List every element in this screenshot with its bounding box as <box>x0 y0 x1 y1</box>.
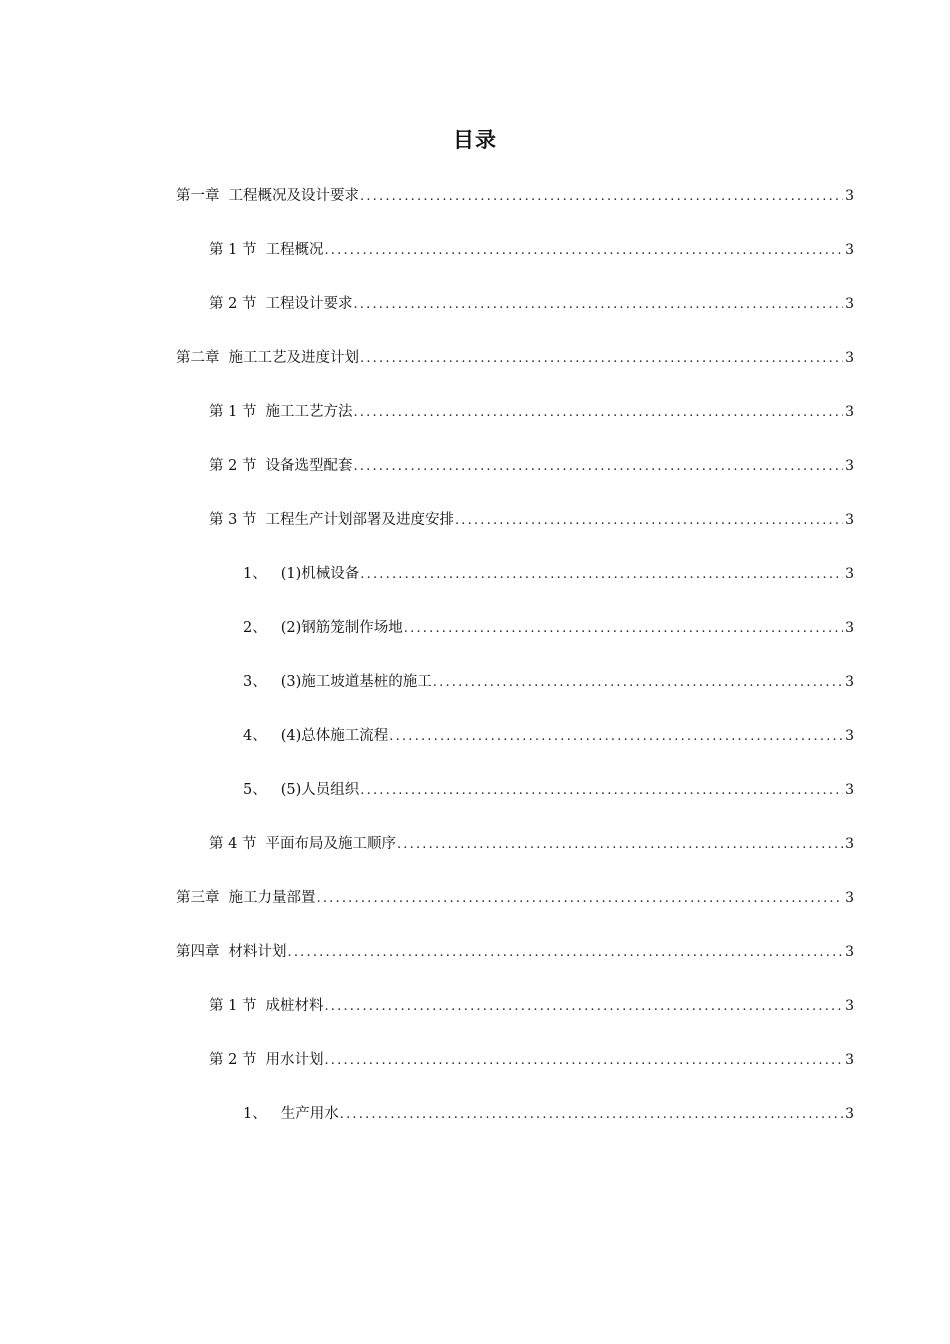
dot-leader <box>359 186 843 208</box>
toc-entry-number: 第三章 <box>176 890 220 906</box>
dot-leader <box>323 240 843 262</box>
toc-entry-text: 平面布局及施工顺序 <box>265 836 396 852</box>
toc-entry[interactable] <box>176 941 854 963</box>
toc-entry-number: 4、 <box>243 728 267 744</box>
dot-leader <box>359 780 843 802</box>
toc-entry-text: 施工工艺方法 <box>265 404 353 420</box>
toc-entry[interactable] <box>209 239 854 261</box>
toc-entry-text: 工程设计要求 <box>265 296 353 312</box>
toc-entry-number: 第 3 节 <box>209 512 257 528</box>
toc-entry-number: 第 2 节 <box>209 296 257 312</box>
toc-entry[interactable] <box>176 887 854 909</box>
toc-entry-number: 第 1 节 <box>209 998 257 1014</box>
dot-leader <box>403 618 843 640</box>
toc-entry-page: 3 <box>845 566 854 582</box>
dot-leader <box>454 510 843 532</box>
toc-entry-number: 第 4 节 <box>209 836 257 852</box>
toc-entry-page: 3 <box>845 674 854 690</box>
toc-entry-text: 工程概况 <box>265 242 324 258</box>
toc-entry[interactable] <box>209 1049 854 1071</box>
toc-entry-number: 5、 <box>243 782 267 798</box>
toc-entry[interactable] <box>209 833 854 855</box>
toc-entry-page: 3 <box>845 188 854 204</box>
toc-entry-number: 1、 <box>243 1106 267 1122</box>
toc-entry-text: 生产用水 <box>280 1106 339 1122</box>
toc-entry[interactable] <box>209 455 854 477</box>
toc-entry-text: 工程概况及设计要求 <box>228 188 359 204</box>
toc-entry-text: (1)机械设备 <box>280 566 360 582</box>
toc-entry[interactable] <box>209 293 854 315</box>
toc-entry-page: 3 <box>845 836 854 852</box>
dot-leader <box>316 888 844 910</box>
toc-entry-page: 3 <box>845 944 854 960</box>
toc-entry-page: 3 <box>845 512 854 528</box>
toc-entry[interactable] <box>243 779 854 801</box>
toc-entry-text: (5)人员组织 <box>280 782 360 798</box>
toc-entry-page: 3 <box>845 890 854 906</box>
toc-entry-number: 1、 <box>243 566 267 582</box>
toc-entry-page: 3 <box>845 728 854 744</box>
dot-leader <box>388 726 843 748</box>
dot-leader <box>396 834 843 856</box>
toc-entry-number: 第 2 节 <box>209 1052 257 1068</box>
toc-entry-text: 施工力量部置 <box>228 890 316 906</box>
toc-entry-text: 工程生产计划部署及进度安排 <box>265 512 454 528</box>
dot-leader <box>287 942 844 964</box>
dot-leader <box>339 1104 843 1126</box>
dot-leader <box>359 348 843 370</box>
dot-leader <box>352 402 843 424</box>
dot-leader <box>323 996 843 1018</box>
toc-entry-number: 3、 <box>243 674 267 690</box>
toc-entry-number: 第 2 节 <box>209 458 257 474</box>
toc-entry-text: (3)施工坡道基桩的施工 <box>280 674 432 690</box>
toc-entry-page: 3 <box>845 296 854 312</box>
toc-entry-page: 3 <box>845 620 854 636</box>
toc-entry-text: 用水计划 <box>265 1052 324 1068</box>
toc-entry[interactable] <box>209 509 854 531</box>
toc-entry-page: 3 <box>845 998 854 1014</box>
toc-entry-number: 第 1 节 <box>209 404 257 420</box>
toc-entry[interactable] <box>209 401 854 423</box>
toc-entry-page: 3 <box>845 458 854 474</box>
toc-entry-number: 第 1 节 <box>209 242 257 258</box>
toc-entry[interactable] <box>243 725 854 747</box>
toc-entry-number: 2、 <box>243 620 267 636</box>
toc-entry-text: 材料计划 <box>228 944 287 960</box>
toc-entry-number: 第一章 <box>176 188 220 204</box>
dot-leader <box>323 1050 843 1072</box>
toc-entry-page: 3 <box>845 1052 854 1068</box>
toc-entry[interactable] <box>176 185 854 207</box>
toc-entry-number: 第二章 <box>176 350 220 366</box>
toc-entry-page: 3 <box>845 350 854 366</box>
toc-entry[interactable] <box>176 347 854 369</box>
toc-entry[interactable] <box>243 617 854 639</box>
toc-entry-text: (2)钢筋笼制作场地 <box>280 620 403 636</box>
toc-entry-page: 3 <box>845 404 854 420</box>
toc-entry-text: 施工工艺及进度计划 <box>228 350 359 366</box>
dot-leader <box>359 564 843 586</box>
toc-entry[interactable] <box>209 995 854 1017</box>
toc-entry-text: 成桩材料 <box>265 998 324 1014</box>
dot-leader <box>352 294 843 316</box>
toc-entry-text: 设备选型配套 <box>265 458 353 474</box>
toc-entry-page: 3 <box>845 1106 854 1122</box>
dot-leader <box>352 456 843 478</box>
toc-title: 目录 <box>453 128 497 152</box>
toc-entry[interactable] <box>243 1103 854 1125</box>
dot-leader <box>432 672 843 694</box>
toc-entry-page: 3 <box>845 782 854 798</box>
toc-entry[interactable] <box>243 671 854 693</box>
toc-entry-page: 3 <box>845 242 854 258</box>
toc-entry[interactable] <box>243 563 854 585</box>
toc-entry-number: 第四章 <box>176 944 220 960</box>
toc-entry-text: (4)总体施工流程 <box>280 728 389 744</box>
